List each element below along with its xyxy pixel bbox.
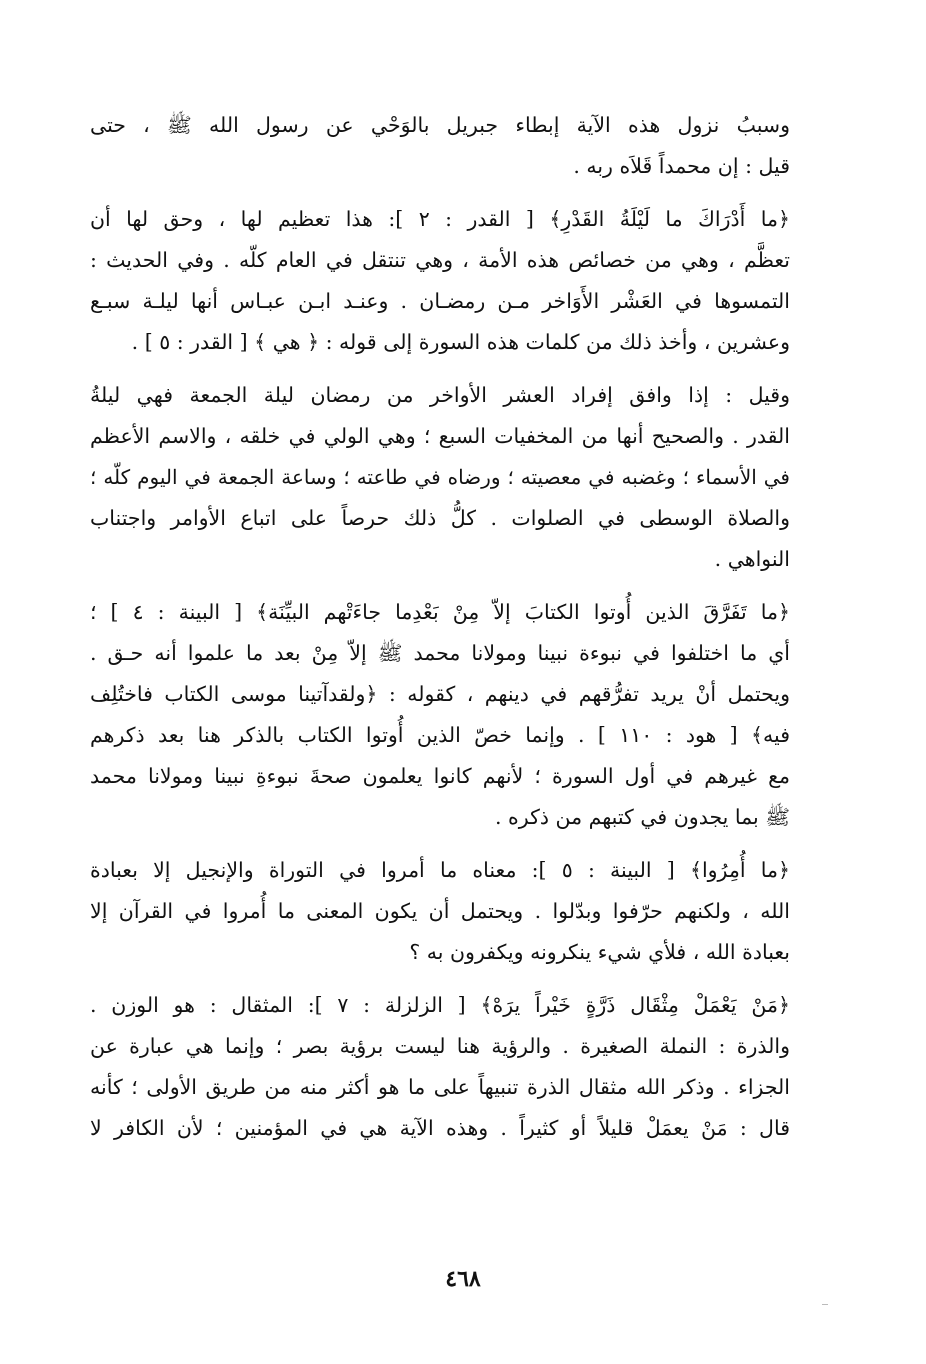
text-line: ﷺ بما يجدون في كتبهم من ذكره .: [495, 805, 790, 829]
text-line: بعبادة الله ، فلأي شيء ينكرونه ويكفرون به ؟: [409, 940, 790, 964]
text-line: الجزاء . وذكر الله مثقال الذرة تنبيهاً على ما هو أكثر منه من طريق الأولى ؛ كأنه: [90, 1075, 790, 1099]
text-line: الله ، ولكنهم حرّفوا وبدّلوا . ويحتمل أن يكون المعنى ما أُمروا في القرآن إلا: [90, 899, 790, 923]
text-line: قال : مَنْ يعمَلْ قليلاً أو كثيراً . وهذه الآية هي في المؤمنين ؛ لأن الكافر لا: [90, 1116, 790, 1140]
text-line: ﴿ما أُمِرُوا﴾ [ البينة : ٥ ]: معناه ما أمروا في التوراة والإنجيل إلا بعبادة: [90, 858, 790, 882]
text-line: ﴿مَنْ يَعْمَلْ مِثْقَال ذَرَّةٍ خَيْراً يرَهْ﴾ [ الزلزلة : ٧ ]: المثقال : هو الوزن .: [90, 993, 790, 1017]
paragraph-4: [90, 592, 790, 838]
text-line: ﴿ما أَدْرَاكَ ما لَيْلَةُ القَدْرِ﴾ [ القدر : ٢ ]: هذا تعظيم لها ، وحق لها أن: [90, 207, 790, 231]
paragraph-1: [90, 105, 790, 187]
text-line: التمسوها في العَشْر الأَوَاخر مـن رمضـان . وعنـد ابـن عبـاس أنها ليلـة سبـع: [90, 289, 790, 313]
text-line: فيه﴾ [ هود : ١١٠ ] . وإنما خصّ الذين أُوتوا الكتاب بالذكر هنا بعد ذكرهم: [90, 723, 790, 747]
paragraph-6: [90, 985, 790, 1149]
page-number: ٤٦٨: [445, 1266, 481, 1292]
text-line: أي ما اختلفوا في نبوءة نبينا ومولانا محمد ﷺ إلاّ مِنْ بعد ما علموا أنه حـق .: [90, 641, 790, 665]
text-line: قيل : إن محمداً قَلاَه ربه .: [573, 154, 790, 178]
paragraph-2: [90, 199, 790, 363]
text-line: في الأسماء ؛ وغضبه في معصيته ؛ ورضاه في طاعته ؛ وساعة الجمعة في اليوم كلّه ؛: [90, 465, 790, 489]
text-line: وقيل : إذا وافق إفراد العشر الأواخر من رمضان ليلة الجمعة فهي ليلةُ: [90, 383, 790, 407]
text-line: والذرة : النملة الصغيرة . والرؤية هنا ليست برؤية بصر ؛ وإنما هي عبارة عن: [90, 1034, 790, 1058]
text-line: وسببُ نزول هذه الآية إبطاء جبريل بالوَحْي عن رسول الله ﷺ ، حتى: [90, 113, 790, 137]
paragraph-5: [90, 850, 790, 973]
text-line: النواهي .: [714, 547, 790, 571]
text-line: القدر . والصحيح أنها من المخفيات السبع ؛ وهي الولي في خلقه ، والاسم الأعظم: [90, 424, 790, 448]
text-line: وعشرين ، وأخذ ذلك من كلمات هذه السورة إلى قوله : ﴿ هي ﴾ [ القدر : ٥ ] .: [131, 330, 790, 354]
text-line: مع غيرهم في أول السورة ؛ لأنهم كانوا يعلمون صحةَ نبوءةِ نبينا ومولانا محمد: [90, 764, 790, 788]
text-line: تعظَّم ، وهي من خصائص هذه الأمة ، وهي تنتقل في العام كلّه . وفي الحديث :: [90, 248, 790, 272]
paragraph-3: [90, 375, 790, 580]
scan-mark: [822, 1304, 828, 1305]
text-line: ويحتمل أنْ يريد تفرُّقهم في دينهم ، كقوله : ﴿ولقدآتينا موسى الكتاب فاختُلِف: [90, 682, 790, 706]
text-line: والصلاة الوسطى في الصلوات . كلُّ ذلك حرصاً على اتباع الأوامر واجتناب: [90, 506, 790, 530]
text-line: ﴿ما تَفَرَّقَ الذين أُوتوا الكتابَ إلاّ مِنْ بَعْدِما جاءَتْهم البيِّنَة﴾ [ البينة : ٤ ] ؛: [90, 600, 790, 624]
main-text: [90, 105, 790, 1161]
